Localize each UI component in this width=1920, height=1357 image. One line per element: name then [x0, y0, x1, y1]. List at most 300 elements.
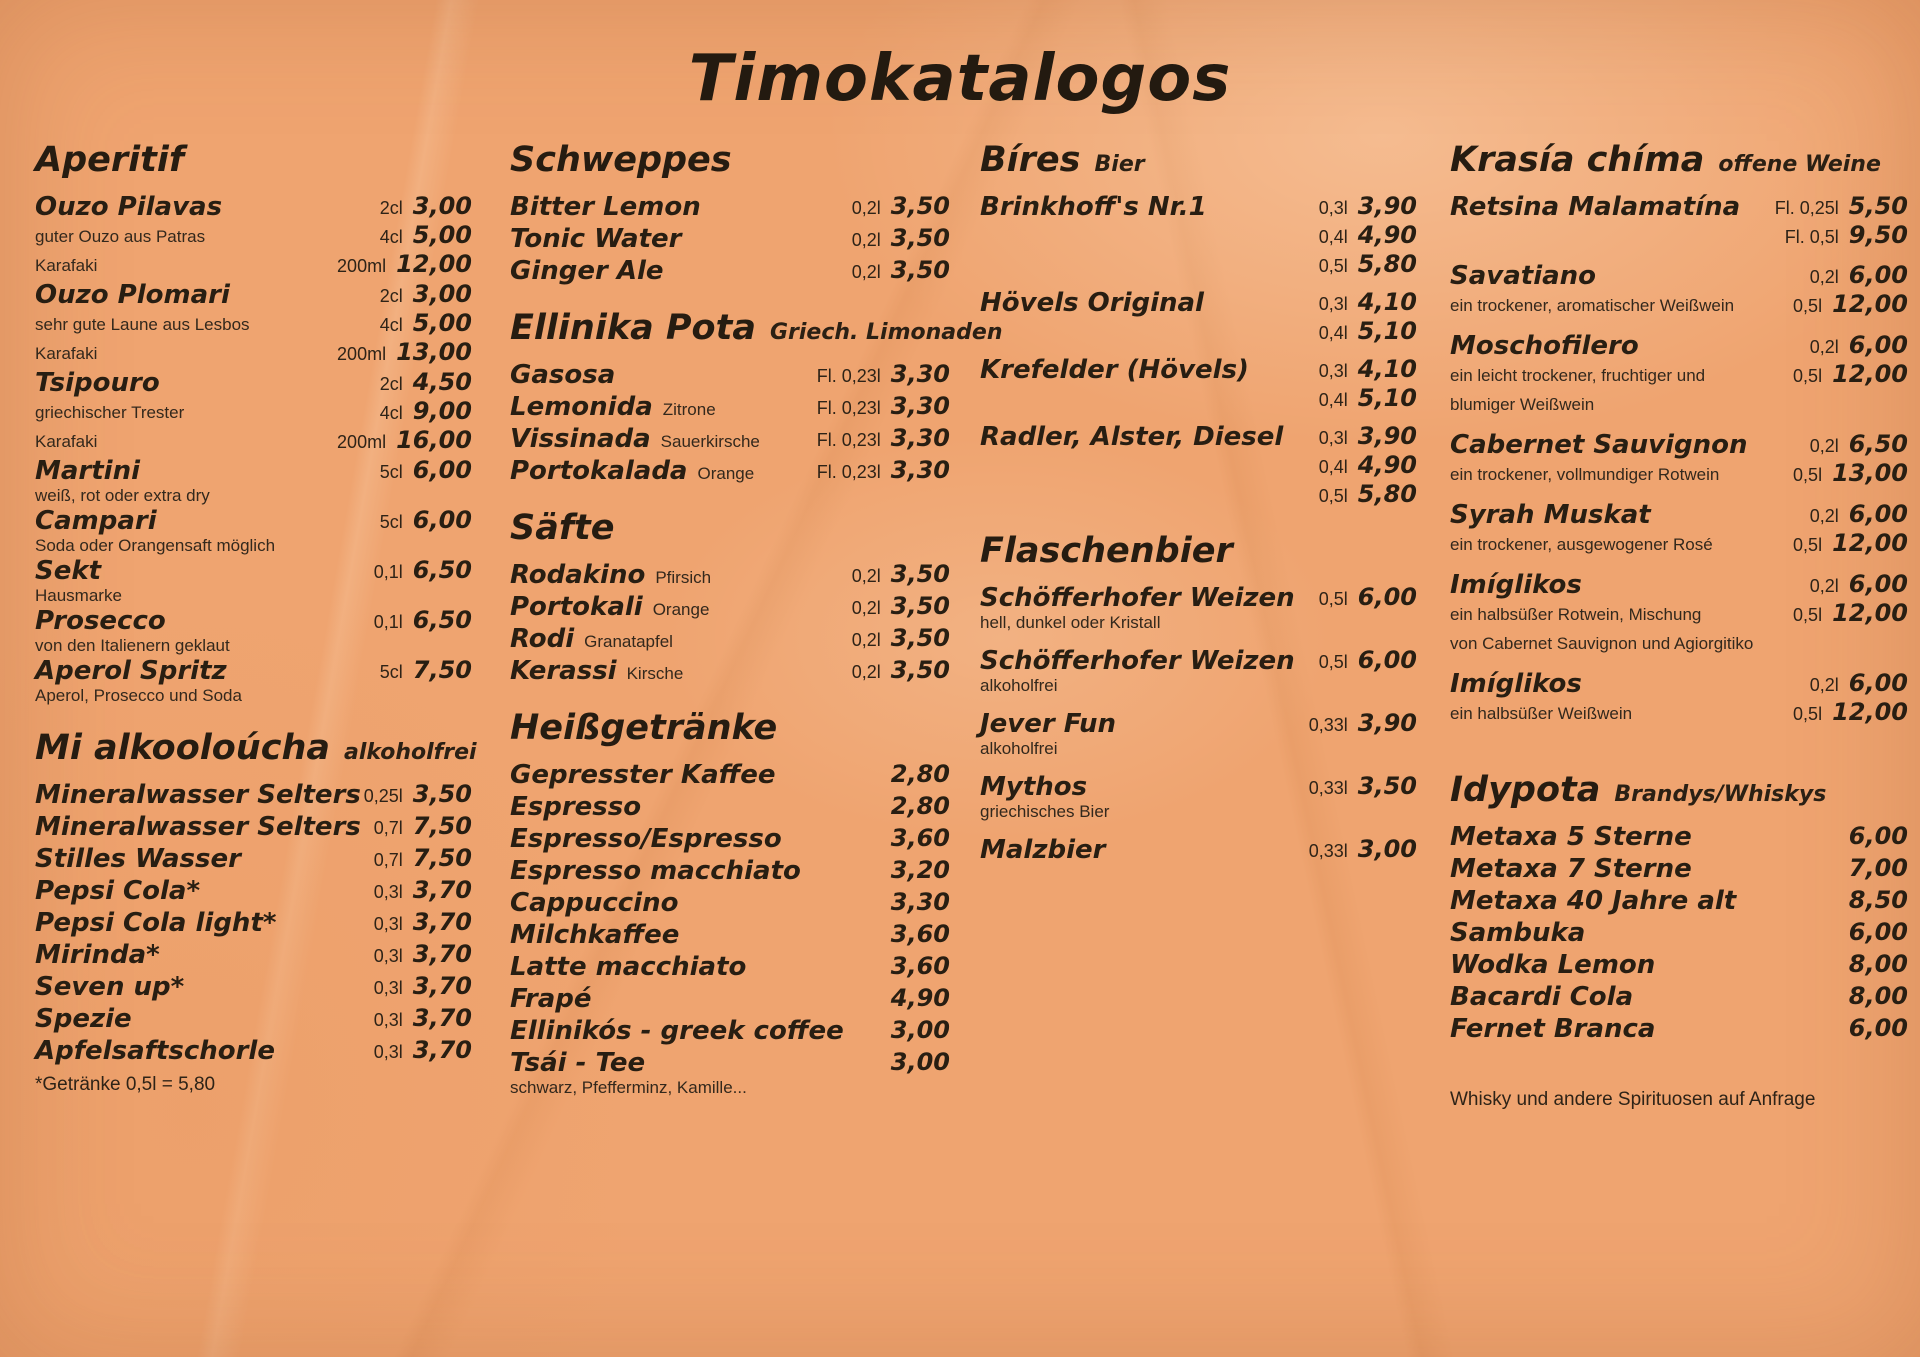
item-name: Schöfferhofer Weizen — [980, 646, 1295, 676]
price-volume: 0,3l — [1318, 428, 1348, 448]
item-price-block — [1849, 886, 1908, 915]
price-row — [891, 760, 950, 789]
price-amount: 3,90 — [1357, 709, 1417, 737]
item-price-block — [891, 824, 950, 853]
section-heading: Idypota — [1450, 770, 1601, 810]
item-name-line — [510, 856, 891, 886]
price-amount: 3,60 — [890, 824, 950, 852]
item-price-block — [891, 952, 950, 981]
item-price-block — [1849, 854, 1908, 883]
section-heading: Säfte — [510, 508, 615, 548]
price-row — [1319, 192, 1417, 221]
price-amount: 6,50 — [412, 556, 472, 584]
price-amount: 3,50 — [412, 780, 472, 808]
menu-section — [510, 708, 950, 1098]
item-price-block — [1849, 1014, 1908, 1043]
item-name-line — [35, 506, 380, 536]
item-price-block — [1309, 835, 1417, 864]
price-volume: Fl. 0,23l — [816, 366, 881, 386]
price-volume: 0,5l — [1793, 465, 1823, 485]
item-name-line — [510, 424, 817, 454]
price-volume: 0,2l — [851, 230, 881, 250]
page-title: Timokatalogos — [688, 42, 1232, 116]
item-description: von Cabernet Sauvignon und Agiorgitiko — [1450, 634, 1754, 653]
item-text-block — [510, 560, 852, 590]
item-text-block — [510, 856, 891, 886]
price-row — [852, 256, 950, 285]
item-name-line — [510, 256, 852, 286]
price-amount: 3,50 — [890, 656, 950, 684]
price-volume: 0,3l — [373, 914, 403, 934]
item-name-line — [35, 812, 374, 842]
price-row — [1319, 317, 1417, 346]
item-name: Espresso — [510, 792, 642, 822]
price-volume: 0,2l — [1809, 337, 1839, 357]
item-text-block — [35, 456, 380, 506]
item-text-block — [510, 952, 891, 982]
item-name-line — [1450, 430, 1793, 460]
price-amount: 5,00 — [412, 309, 472, 337]
price-amount: 3,70 — [412, 908, 472, 936]
price-row — [337, 280, 472, 309]
menu-item — [1450, 669, 1908, 728]
item-price-block — [1319, 355, 1417, 413]
item-price-block — [1849, 822, 1908, 851]
item-name-line — [510, 392, 817, 422]
item-name-line — [510, 920, 891, 950]
item-note: Orange — [652, 600, 710, 619]
price-volume: 4cl — [379, 227, 403, 247]
price-amount: 13,00 — [396, 338, 472, 366]
item-text-block — [35, 606, 374, 656]
menu-item — [510, 424, 950, 454]
item-description: hell, dunkel oder Kristall — [980, 613, 1161, 632]
item-price-block — [374, 556, 472, 585]
price-volume: 0,3l — [373, 978, 403, 998]
item-price-block — [891, 888, 950, 917]
item-name-line — [510, 656, 852, 686]
item-text-block — [35, 940, 374, 970]
item-description: Soda oder Orangensaft möglich — [35, 536, 276, 555]
price-row — [1793, 529, 1908, 558]
item-name-line — [980, 422, 1319, 452]
price-amount: 3,90 — [1357, 192, 1417, 220]
price-volume: Fl. 0,25l — [1774, 198, 1839, 218]
price-volume: Fl. 0,23l — [816, 462, 881, 482]
item-name-line — [35, 456, 380, 486]
item-text-block — [35, 1036, 374, 1066]
item-text-block — [510, 224, 852, 254]
price-row — [1793, 698, 1908, 727]
item-price-block — [852, 256, 950, 285]
menu-item — [1450, 1014, 1908, 1044]
price-row — [891, 792, 950, 821]
item-text-block — [510, 392, 817, 422]
price-volume: 0,2l — [851, 198, 881, 218]
menu-item — [510, 656, 950, 686]
price-volume: 2cl — [379, 374, 403, 394]
menu-item — [510, 560, 950, 590]
price-amount: 3,60 — [890, 920, 950, 948]
item-price-block — [891, 792, 950, 821]
price-volume: 200ml — [337, 256, 387, 276]
item-text-block — [1450, 261, 1793, 320]
item-description: ein halbsüßer Rotwein, Mischung — [1450, 605, 1702, 624]
menu-item — [510, 256, 950, 286]
price-amount: 6,00 — [1848, 822, 1908, 850]
menu-item — [980, 646, 1417, 696]
price-row — [1309, 709, 1417, 738]
item-description: Karafaki — [35, 344, 98, 363]
menu-column-3 — [980, 140, 1417, 878]
price-row — [817, 424, 950, 453]
item-text-block — [980, 646, 1319, 696]
price-row — [1793, 669, 1908, 698]
item-text-block — [35, 192, 337, 280]
item-price-block — [817, 360, 950, 389]
item-note: Granatapfel — [584, 632, 673, 651]
item-price-block — [1849, 918, 1908, 947]
price-row — [1849, 1014, 1908, 1043]
item-price-block — [1849, 982, 1908, 1011]
item-name: Stilles Wasser — [35, 844, 241, 874]
item-text-block — [1450, 669, 1793, 728]
item-text-block — [1450, 854, 1849, 884]
price-amount: 8,50 — [1848, 886, 1908, 914]
price-volume: Fl. 0,23l — [816, 398, 881, 418]
price-amount: 6,00 — [1848, 500, 1908, 528]
item-name: Aperol Spritz — [35, 656, 227, 686]
item-name: Apfelsaftschorle — [35, 1036, 275, 1066]
item-name: Bitter Lemon — [510, 192, 701, 222]
item-name: Brinkhoff's Nr.1 — [980, 192, 1207, 222]
price-row — [1319, 646, 1417, 675]
item-name-line — [35, 606, 374, 636]
price-row — [1793, 261, 1908, 290]
item-description: ein trockener, vollmundiger Rotwein — [1450, 465, 1720, 484]
price-amount: 6,00 — [1848, 1014, 1908, 1042]
item-name-line — [35, 780, 364, 810]
item-name-line — [35, 908, 374, 938]
item-price-block — [1849, 950, 1908, 979]
price-row — [817, 456, 950, 485]
item-text-block — [980, 422, 1319, 452]
item-text-block — [35, 780, 364, 810]
item-text-block — [35, 1004, 374, 1034]
price-row — [1849, 950, 1908, 979]
section-heading: Schweppes — [510, 140, 732, 180]
price-row — [1793, 570, 1908, 599]
item-price-block — [1793, 669, 1908, 727]
item-name: Cappuccino — [510, 888, 679, 918]
item-price-block — [1319, 192, 1417, 279]
item-text-block — [35, 908, 374, 938]
menu-item — [1450, 854, 1908, 884]
price-amount: 3,30 — [890, 424, 950, 452]
menu-item — [980, 422, 1417, 509]
price-volume: 0,2l — [851, 598, 881, 618]
item-name: Latte macchiato — [510, 952, 747, 982]
item-text-block — [980, 355, 1319, 385]
section-heading: Ellinika Pota — [510, 308, 756, 348]
price-row — [1319, 355, 1417, 384]
price-volume: 0,33l — [1308, 715, 1348, 735]
price-amount: 3,50 — [890, 592, 950, 620]
item-text-block — [980, 583, 1319, 633]
price-volume: 0,2l — [851, 630, 881, 650]
item-name: Tonic Water — [510, 224, 682, 254]
section-heading-note: Griech. Limonaden — [769, 320, 1003, 345]
item-text-block — [35, 656, 380, 706]
item-name: Spezie — [35, 1004, 132, 1034]
item-text-block — [510, 456, 817, 486]
price-row — [1793, 430, 1908, 459]
price-volume: 0,3l — [1318, 198, 1348, 218]
price-row — [1319, 221, 1417, 250]
price-row — [337, 221, 472, 250]
price-amount: 6,50 — [412, 606, 472, 634]
item-name: Milchkaffee — [510, 920, 680, 950]
price-volume: 0,5l — [1318, 652, 1348, 672]
item-price-block — [852, 656, 950, 685]
item-name-line — [1450, 500, 1793, 530]
menu-item — [1450, 822, 1908, 852]
price-amount: 3,50 — [890, 256, 950, 284]
item-price-block — [891, 856, 950, 885]
price-row — [337, 397, 472, 426]
item-price-block — [852, 624, 950, 653]
item-description: griechisches Bier — [980, 802, 1110, 821]
price-amount: 3,20 — [890, 856, 950, 884]
item-note: Pfirsich — [655, 568, 712, 587]
price-amount: 5,10 — [1357, 317, 1417, 345]
price-amount: 7,50 — [412, 844, 472, 872]
price-amount: 3,00 — [1357, 835, 1417, 863]
menu-item — [1450, 500, 1908, 559]
item-text-block — [1450, 918, 1849, 948]
price-volume: 0,25l — [363, 786, 403, 806]
item-price-block — [852, 592, 950, 621]
price-amount: 3,30 — [890, 392, 950, 420]
item-price-block — [1309, 772, 1417, 801]
item-price-block — [374, 1004, 472, 1033]
price-row — [1793, 360, 1908, 389]
item-text-block — [510, 656, 852, 686]
menu-item — [510, 192, 950, 222]
price-amount: 3,00 — [890, 1016, 950, 1044]
item-text-block — [35, 368, 337, 456]
price-volume: 0,4l — [1318, 227, 1348, 247]
item-name-line — [35, 556, 374, 586]
item-name: Pepsi Cola light* — [35, 908, 277, 938]
item-name-line — [1450, 1014, 1849, 1044]
section-heading-note: Bier — [1094, 152, 1145, 177]
item-price-block — [891, 1048, 950, 1077]
item-name: Wodka Lemon — [1450, 950, 1656, 980]
item-price-block — [1309, 709, 1417, 738]
price-volume: 0,4l — [1318, 390, 1348, 410]
menu-section — [1450, 770, 1908, 1111]
price-row — [1849, 918, 1908, 947]
item-description: ein trockener, aromatischer Weißwein — [1450, 296, 1735, 315]
section-header — [35, 728, 477, 768]
item-name-line — [1450, 570, 1793, 600]
menu-item — [35, 972, 472, 1002]
item-price-block — [374, 940, 472, 969]
item-text-block — [510, 1048, 891, 1098]
item-note: Sauerkirsche — [660, 432, 760, 451]
item-description: weiß, rot oder extra dry — [35, 486, 210, 505]
item-description: blumiger Weißwein — [1450, 395, 1595, 414]
item-name-line — [980, 709, 1309, 739]
section-footnote: Whisky und andere Spirituosen auf Anfrage — [1450, 1089, 1816, 1110]
price-amount: 3,90 — [1357, 422, 1417, 450]
menu-item — [1450, 331, 1908, 419]
item-price-block — [374, 972, 472, 1001]
item-price-block — [380, 456, 472, 485]
price-volume: 0,7l — [373, 818, 403, 838]
item-text-block — [35, 812, 374, 842]
item-price-block — [380, 506, 472, 535]
item-description: ein leicht trockener, fruchtiger und — [1450, 366, 1706, 385]
price-volume: 0,2l — [1809, 506, 1839, 526]
price-volume: 2cl — [379, 198, 403, 218]
item-name-line — [510, 824, 891, 854]
price-amount: 3,50 — [890, 560, 950, 588]
menu-section — [510, 140, 950, 286]
price-amount: 12,00 — [1832, 698, 1908, 726]
menu-item — [35, 456, 472, 506]
price-row — [374, 812, 472, 841]
price-amount: 3,30 — [890, 360, 950, 388]
price-amount: 6,00 — [1848, 570, 1908, 598]
price-volume: 0,5l — [1793, 605, 1823, 625]
item-name: Seven up* — [35, 972, 185, 1002]
item-price-block — [852, 224, 950, 253]
item-name-line — [510, 984, 891, 1014]
item-price-block — [891, 760, 950, 789]
item-name: Ellinikós - greek coffee — [510, 1016, 844, 1046]
price-row — [374, 1036, 472, 1065]
price-amount: 6,00 — [1848, 261, 1908, 289]
item-name-line — [510, 360, 817, 390]
item-name-line — [35, 876, 374, 906]
price-row — [852, 224, 950, 253]
price-amount: 7,00 — [1848, 854, 1908, 882]
item-name-line — [35, 1036, 374, 1066]
price-volume: 200ml — [337, 432, 387, 452]
price-volume: 0,4l — [1318, 323, 1348, 343]
item-name: Pepsi Cola* — [35, 876, 201, 906]
price-row — [374, 972, 472, 1001]
menu-item — [510, 624, 950, 654]
item-description: Hausmarke — [35, 586, 122, 605]
item-name-line — [980, 835, 1309, 865]
item-price-block — [817, 456, 950, 485]
item-name: Lemonida — [510, 392, 653, 422]
price-row — [891, 1016, 950, 1045]
item-name: Espresso macchiato — [510, 856, 801, 886]
price-volume: 5cl — [379, 512, 403, 532]
item-price-block — [380, 656, 472, 685]
price-row — [852, 192, 950, 221]
price-row — [380, 456, 472, 485]
menu-section — [510, 308, 1003, 486]
section-heading: Mi alkooloúcha — [35, 728, 330, 768]
price-volume: 5cl — [379, 662, 403, 682]
section-header — [510, 708, 950, 748]
item-description: alkoholfrei — [980, 676, 1058, 695]
item-name-line — [1450, 950, 1849, 980]
item-price-block — [1319, 422, 1417, 509]
item-price-block — [891, 920, 950, 949]
price-row — [1793, 290, 1908, 319]
price-volume: 0,3l — [373, 882, 403, 902]
menu-item — [510, 984, 950, 1014]
price-amount: 3,50 — [890, 224, 950, 252]
price-amount: 3,70 — [412, 1036, 472, 1064]
price-amount: 3,70 — [412, 1004, 472, 1032]
item-price-block — [1793, 500, 1908, 558]
item-description: Karafaki — [35, 256, 98, 275]
price-row — [817, 360, 950, 389]
item-name: Krefelder (Hövels) — [980, 355, 1249, 385]
item-name: Mirinda* — [35, 940, 160, 970]
item-text-block — [510, 920, 891, 950]
menu-item — [980, 835, 1417, 865]
item-name-line — [510, 624, 852, 654]
price-amount: 4,50 — [412, 368, 472, 396]
item-name: Mythos — [980, 772, 1088, 802]
menu-item — [980, 355, 1417, 413]
price-volume: 0,33l — [1308, 778, 1348, 798]
price-amount: 4,10 — [1357, 288, 1417, 316]
price-row — [852, 656, 950, 685]
item-description: sehr gute Laune aus Lesbos — [35, 315, 250, 334]
item-text-block — [1450, 500, 1793, 559]
menu-item — [35, 844, 472, 874]
price-row — [1849, 822, 1908, 851]
menu-item — [510, 1016, 950, 1046]
item-name: Metaxa 5 Sterne — [1450, 822, 1692, 852]
price-amount: 12,00 — [1832, 290, 1908, 318]
item-name: Ouzo Pilavas — [35, 192, 223, 222]
item-name-line — [1450, 192, 1775, 222]
price-row — [1319, 422, 1417, 451]
item-text-block — [35, 972, 374, 1002]
item-name-line — [1450, 331, 1793, 361]
menu-item — [510, 1048, 950, 1098]
item-name: Gasosa — [510, 360, 616, 390]
item-name-line — [510, 792, 891, 822]
item-name-line — [510, 1016, 891, 1046]
section-heading-note: Brandys/Whiskys — [1614, 782, 1827, 807]
price-row — [337, 338, 472, 367]
price-row — [380, 656, 472, 685]
price-row — [374, 940, 472, 969]
section-heading-note: alkoholfrei — [344, 740, 477, 765]
price-row — [1309, 772, 1417, 801]
item-text-block — [35, 844, 374, 874]
item-name: Moschofilero — [1450, 331, 1639, 361]
price-row — [852, 624, 950, 653]
item-name-line — [35, 280, 337, 310]
item-name-line — [35, 1004, 374, 1034]
item-price-block — [1793, 430, 1908, 488]
item-text-block — [1450, 570, 1793, 658]
item-description: Aperol, Prosecco und Soda — [35, 686, 242, 705]
item-name-line — [1450, 854, 1849, 884]
